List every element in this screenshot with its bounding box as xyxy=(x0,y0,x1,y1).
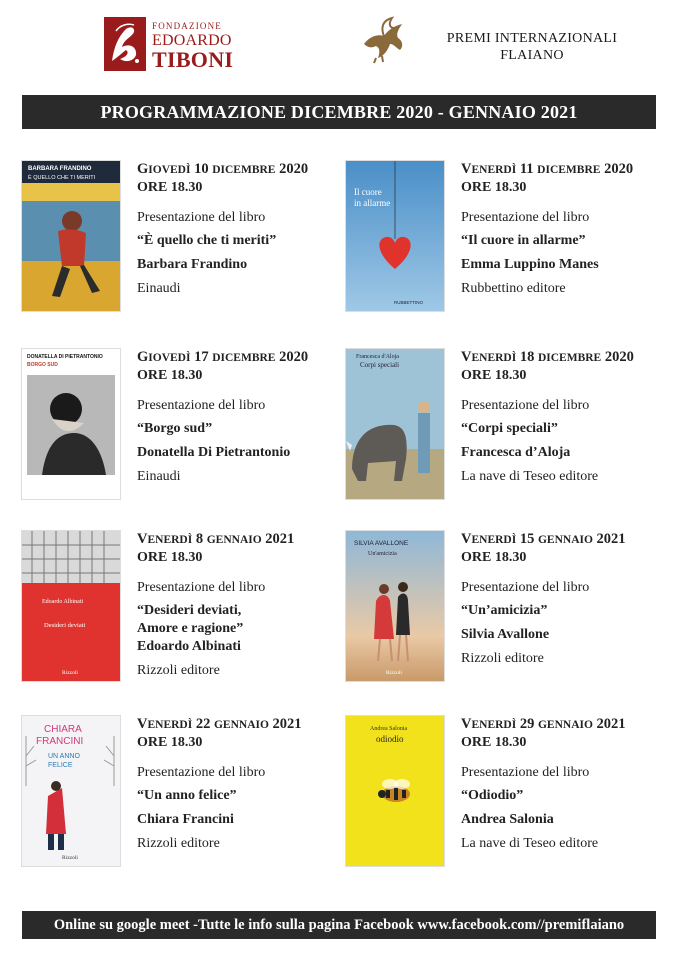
book-publisher: Einaudi xyxy=(137,469,181,484)
foundation-first-name: EDOARDO xyxy=(152,32,232,49)
event-time: ORE 18.30 xyxy=(137,550,203,565)
event-date: VENERDÌ 8 GENNAIO 2021 xyxy=(137,531,295,547)
cover-brand: RUBBETTINO xyxy=(394,300,424,305)
event-label: Presentazione del libro xyxy=(461,765,590,780)
event-card xyxy=(22,161,342,321)
cover-title-line1: UN ANNO xyxy=(48,753,80,760)
cover-title: odiodio xyxy=(376,734,404,744)
foundation-label: FONDAZIONE xyxy=(152,21,222,31)
book-author: Chiara Francini xyxy=(137,812,234,827)
book-author: Edoardo Albinati xyxy=(137,639,241,654)
book-cover xyxy=(346,716,444,866)
cover-title-line1: Il cuore xyxy=(354,187,382,197)
book-title-line2: Amore e ragione” xyxy=(137,621,244,636)
event-label: Presentazione del libro xyxy=(137,580,266,595)
event-label: Presentazione del libro xyxy=(461,210,590,225)
event-label: Presentazione del libro xyxy=(461,580,590,595)
premi-line1: PREMI INTERNAZIONALI xyxy=(446,31,618,46)
book-publisher: Rizzoli editore xyxy=(461,651,544,666)
book-author: Barbara Frandino xyxy=(137,257,248,272)
book-cover xyxy=(346,349,444,499)
event-date: GIOVEDÌ 10 DICEMBRE 2020 xyxy=(137,161,309,177)
event-date: VENERDÌ 18 DICEMBRE 2020 xyxy=(461,349,634,365)
cover-author: DONATELLA DI PIETRANTONIO xyxy=(27,354,103,360)
book-author: Silvia Avallone xyxy=(461,627,550,642)
book-cover xyxy=(22,161,120,311)
cover-title: Corpi speciali xyxy=(360,361,400,369)
book-title: “Il cuore in allarme” xyxy=(461,233,586,248)
book-publisher: La nave di Teseo editore xyxy=(461,836,599,851)
event-card xyxy=(22,531,342,691)
book-author: Donatella Di Pietrantonio xyxy=(137,445,291,460)
event-card xyxy=(346,349,666,509)
event-time: ORE 18.30 xyxy=(137,368,203,383)
cover-title: Desideri deviati xyxy=(44,622,86,629)
event-card xyxy=(22,716,342,876)
event-label: Presentazione del libro xyxy=(461,398,590,413)
foundation-name xyxy=(152,22,233,71)
book-title: “Un anno felice” xyxy=(137,788,237,803)
event-date: VENERDÌ 29 GENNAIO 2021 xyxy=(461,716,626,732)
pegasus-logo xyxy=(358,14,410,64)
event-date: VENERDÌ 22 GENNAIO 2021 xyxy=(137,716,302,732)
event-time: ORE 18.30 xyxy=(461,550,527,565)
book-author: Emma Luppino Manes xyxy=(461,257,599,272)
cover-author: SILVIA AVALLONE xyxy=(354,540,409,547)
book-cover xyxy=(22,349,120,499)
book-cover xyxy=(22,531,120,681)
book-cover xyxy=(22,716,120,866)
event-time: ORE 18.30 xyxy=(137,180,203,195)
book-publisher: Rizzoli editore xyxy=(137,836,220,851)
book-cover xyxy=(346,531,444,681)
book-title: “Odiodio” xyxy=(461,788,524,803)
cover-title: È QUELLO CHE TI MERITI xyxy=(28,175,96,181)
cover-brand: Rizzoli xyxy=(62,670,78,676)
footer-info-bar: Online su google meet -Tutte le info sulla pagina Facebook www.facebook.com//premiflaiano xyxy=(22,911,656,939)
foundation-surname: TIBONI xyxy=(152,47,234,72)
event-date: GIOVEDÌ 17 DICEMBRE 2020 xyxy=(137,349,309,365)
book-title: “Un’amicizia” xyxy=(461,603,548,618)
cover-author-first: CHIARA xyxy=(44,724,82,735)
event-card xyxy=(346,531,666,691)
event-time: ORE 18.30 xyxy=(461,735,527,750)
book-publisher: Rubbettino editore xyxy=(461,281,566,296)
cover-author: BARBARA FRANDINO xyxy=(28,166,92,172)
cover-brand: Rizzoli xyxy=(386,670,402,676)
book-title: “Corpi speciali” xyxy=(461,421,558,436)
premi-flaiano-heading xyxy=(432,30,632,64)
foundation-seal-logo xyxy=(104,17,146,71)
event-time: ORE 18.30 xyxy=(461,180,527,195)
event-date: VENERDÌ 11 DICEMBRE 2020 xyxy=(461,161,634,177)
event-label: Presentazione del libro xyxy=(137,398,266,413)
event-card xyxy=(346,161,666,321)
cover-title: Un'amicizia xyxy=(368,551,397,557)
book-cover xyxy=(346,161,444,311)
cover-title: BORGO SUD xyxy=(27,362,58,368)
cover-author: Francesca d'Aloja xyxy=(356,354,399,360)
event-label: Presentazione del libro xyxy=(137,210,266,225)
premi-line2: FLAIANO xyxy=(500,48,564,63)
book-title: “Desideri deviati, xyxy=(137,603,242,618)
book-publisher: La nave di Teseo editore xyxy=(461,469,599,484)
book-author: Andrea Salonia xyxy=(461,812,554,827)
cover-title-line2: in allarme xyxy=(354,198,391,208)
book-author: Francesca d’Aloja xyxy=(461,445,571,460)
event-card xyxy=(22,349,342,509)
event-time: ORE 18.30 xyxy=(461,368,527,383)
cover-author-last: FRANCINI xyxy=(36,736,84,747)
event-card xyxy=(346,716,666,876)
book-publisher: Einaudi xyxy=(137,281,181,296)
event-time: ORE 18.30 xyxy=(137,735,203,750)
cover-author: Edoardo Albinati xyxy=(42,599,84,605)
event-date: VENERDÌ 15 GENNAIO 2021 xyxy=(461,531,626,547)
event-label: Presentazione del libro xyxy=(137,765,266,780)
cover-author: Andrea Salonia xyxy=(370,726,408,732)
book-title: “È quello che ti meriti” xyxy=(137,233,277,248)
cover-brand: Rizzoli xyxy=(62,855,78,861)
cover-title-line2: FELICE xyxy=(48,762,73,769)
program-banner: PROGRAMMAZIONE DICEMBRE 2020 - GENNAIO 2021 xyxy=(22,95,656,129)
book-title: “Borgo sud” xyxy=(137,421,213,436)
book-publisher: Rizzoli editore xyxy=(137,663,220,678)
